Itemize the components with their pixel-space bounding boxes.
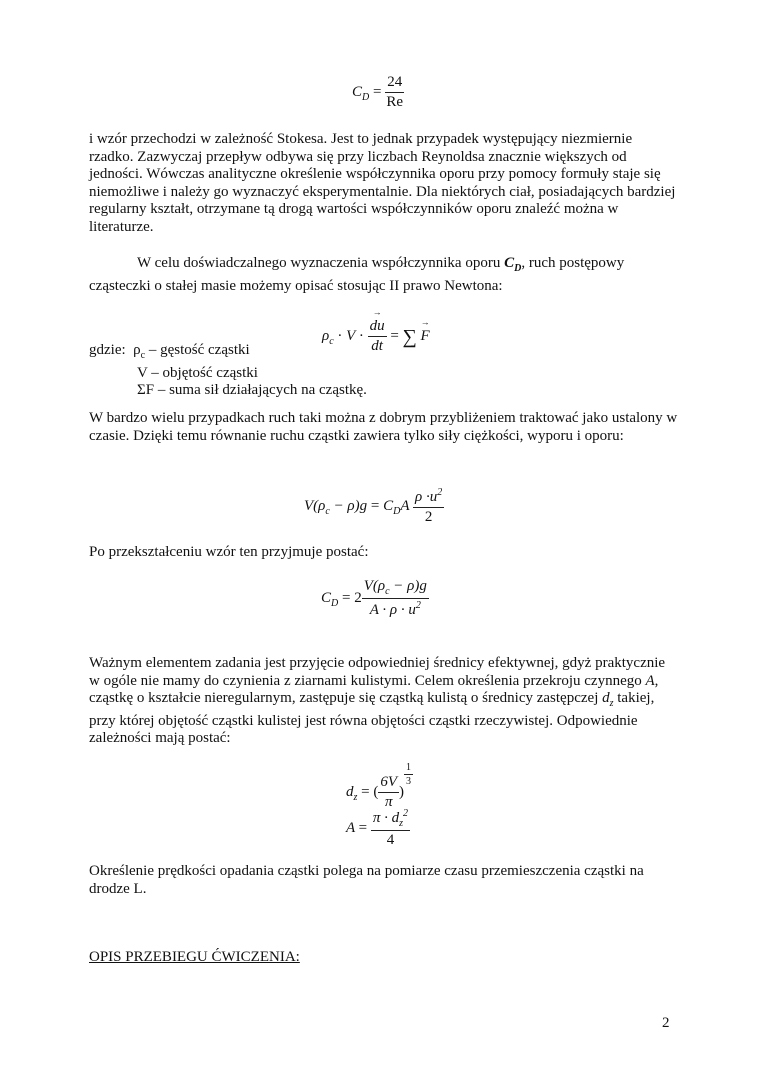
sum-symbol: ∑ (402, 325, 417, 348)
fraction (362, 578, 429, 619)
formula-subscript: D (362, 91, 370, 103)
fraction-denominator: Re (386, 94, 404, 110)
legend-rho: ρ (133, 342, 141, 358)
paragraph-text: W celu doświadczalnego wyznaczenia współczynnika oporu (137, 255, 505, 271)
diameter-symbol: d (602, 690, 610, 706)
symbol-legend (89, 342, 367, 400)
equals-sign: = (390, 327, 399, 344)
derivative-numerator (368, 318, 387, 337)
page-number: 2 (662, 1015, 670, 1031)
fraction-denominator: 4 (386, 832, 395, 848)
fraction-denominator (362, 599, 429, 619)
drag-coefficient-formula (321, 578, 429, 619)
force-vector: → F (421, 328, 430, 345)
area-symbol: A (400, 497, 410, 514)
rho-subscript: c (329, 335, 334, 347)
fraction-numerator (371, 808, 410, 831)
drag-coefficient-subscript: D (514, 263, 522, 274)
legend-rho-description: – gęstość cząstki (145, 342, 250, 358)
derivative-denominator: dt (371, 338, 383, 354)
fraction-denominator: 2 (424, 509, 433, 525)
drag-coefficient-subscript: D (393, 505, 401, 517)
equivalent-diameter-formula (346, 762, 413, 811)
fraction (371, 808, 410, 849)
volume-symbol: V (346, 327, 356, 344)
drag-coefficient-symbol: C (504, 255, 515, 271)
paragraph-newton-intro (89, 255, 679, 295)
denominator-text: A · ρ · u (369, 602, 416, 618)
exponent-fraction (404, 762, 413, 787)
dot-operator: · (337, 327, 343, 344)
close-paren: ) (399, 784, 405, 800)
formula-subscript: D (331, 597, 339, 609)
paragraph-text: Ważnym elementem zadania jest przyjęcie odpowiedniej średnicy efektywnej, gdyż praktycznie w ogóle nie mamy do czynienia z ziarnami kulistymi. Celem określenia przekroju czynnego (89, 655, 666, 689)
formula-subscript: z (353, 792, 358, 803)
fraction-numerator: 6V (378, 774, 399, 793)
paragraph-text: , ruch postępowy cząsteczki o stałej masie możemy opisać stosując II prawo Newtona: (89, 255, 625, 294)
legend-row-rho (89, 342, 367, 365)
exponent-numerator: 1 (406, 762, 412, 773)
paragraph-velocity: Określenie prędkości opadania cząstki polega na pomiarze czasu przemieszczenia cząstki na drodze L. (89, 863, 644, 897)
legend-rho-subscript: c (140, 350, 146, 361)
open-paren: ( (373, 784, 379, 800)
fraction-numerator (362, 578, 429, 599)
balance-lhs: V(ρ (304, 497, 326, 514)
paragraph-text: , cząstkę o kształcie nieregularnym, zastępuje się cząstką kulistą o średnicy zastępczej (89, 672, 659, 706)
velocity-vector: → du (370, 318, 385, 335)
numerator-rest: − ρ)g (389, 578, 427, 594)
balance-lhs-subscript: c (325, 505, 330, 517)
area-symbol: A (645, 672, 655, 689)
section-heading: OPIS PRZEBIEGU ĆWICZENIA: (89, 949, 300, 965)
fraction-numerator: 24 (385, 74, 404, 93)
diameter-subscript: z (609, 698, 614, 709)
derivative-fraction (368, 318, 387, 355)
legend-row-volume: V – objętość cząstki (137, 364, 258, 381)
paragraph-text: takiej, przy której objętość cząstki kulistej jest równa objętości cząstki rzeczywistej. Odpowiednie zależności mają postać: (89, 690, 655, 746)
fraction-numerator (413, 487, 444, 508)
dot-operator: · (358, 327, 364, 344)
numerator-subscript: z (399, 818, 404, 829)
equals-sign: = (373, 83, 382, 100)
balance-lhs-rest: − ρ)g (329, 497, 368, 514)
formula-symbol: d (346, 784, 354, 800)
numerator-exponent: 2 (403, 808, 409, 819)
paragraph-effective-diameter (89, 655, 679, 748)
paragraph-transform: Po przekształceniu wzór ten przyjmuje postać: (89, 544, 369, 560)
exponent-denominator: 3 (406, 776, 412, 787)
force-balance-equation (304, 487, 444, 526)
rho-symbol: ρ (322, 327, 330, 344)
drag-coefficient-symbol: C (383, 497, 394, 514)
formula-symbol: C (352, 83, 363, 100)
formula-symbol: C (321, 589, 332, 606)
formula-symbol: A (346, 819, 355, 836)
equals-sign: = (361, 784, 370, 800)
equals-sign: = (370, 497, 380, 514)
legend-row-force: ΣF – suma sił działających na cząstkę. (137, 382, 367, 398)
coefficient: 2 (354, 589, 362, 606)
numerator-text: V(ρ (363, 578, 386, 594)
paragraph-steady-motion: W bardzo wielu przypadkach ruch taki można z dobrym przybliżeniem traktować jako ustalony w czasie. Dzięki temu równanie ruchu cząstki zawiera tylko siły ciężkości, wyporu i oporu: (89, 410, 678, 444)
equals-sign: = (358, 819, 368, 836)
legend-label: gdzie: (89, 342, 126, 358)
denominator-exponent: 2 (415, 600, 421, 611)
stokes-formula (352, 74, 404, 111)
numerator-text: π · d (372, 810, 400, 826)
fraction-denominator: π (384, 794, 393, 811)
numerator-text: ρ ·u (415, 489, 438, 505)
cross-section-formula (346, 808, 410, 849)
fraction (385, 74, 404, 111)
numerator-subscript: c (385, 586, 390, 597)
paragraph-stokes: i wzór przechodzi w zależność Stokesa. Jest to jednak przypadek występujący niezmiernie rzadko. Zazwyczaj przepływ odbywa się przy liczbach Reynoldsa znacznie większych od jedności. Wówczas analityczne określenie współczynnika oporu przy pomocy formuły staje się niemożliwe i należy go wyznaczyć eksperymentalnie. Dla niektórych ciał, posiadających bardziej regularny kształt, otrzymane tą drogą wartości współczynników oporu znaleźć można w literaturze. (89, 131, 676, 235)
numerator-exponent: 2 (437, 487, 443, 498)
equals-sign: = (342, 589, 351, 606)
fraction (413, 487, 444, 526)
fraction (378, 774, 399, 811)
